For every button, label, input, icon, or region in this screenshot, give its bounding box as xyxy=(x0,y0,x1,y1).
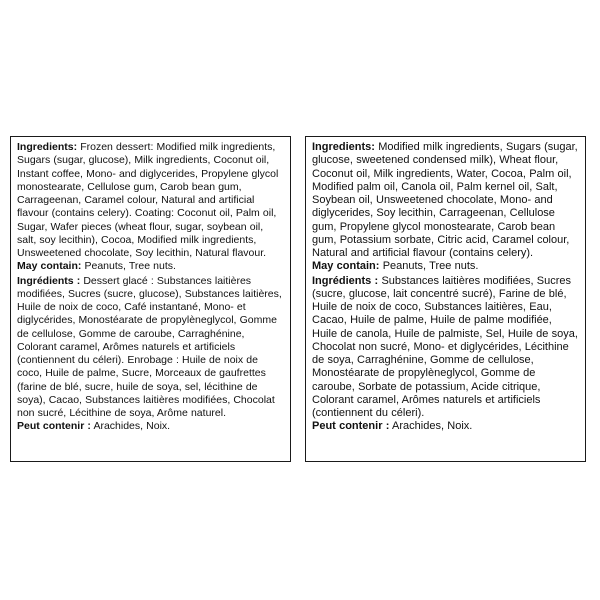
ingredients-fr-lead: Ingrédients : xyxy=(312,274,379,287)
ingredients-en-lead: Ingredients: xyxy=(312,141,375,153)
ingredients-fr-text: Substances laitières modifiées, Sucres (sucre, glucose, lait concentré sucré), Farine de blé, Huile de noix de coco, Substances laitières, Eau, Cacao, Huile de palme, Huile de palme modifiée, Huile de canola, Huile de palmiste, Sel, Huile de soya, Chocolat non sucré, Mono- et diglycérides, Lécithine de soya, Carraghénine, Gomme de cellulose, Monostéarate de propylèneglycol, Gomme de caroube, Sorbate de potassium, Acide citrique, Colorant caramel, Arômes naturels et artificiels (contiennent du céleri). xyxy=(312,274,578,419)
ingredients-fr-text: Dessert glacé : Substances laitières modifiées, Sucres (sucre, glucose), Substances laitières, Huile de noix de coco, Café instantané, Mono- et diglycérides, Monostéarate de propylèneglycol, Gomme de cellulose, Gomme de caroube, Carraghénine, Colorant caramel, Arômes naturels et artificiels (contiennent du céleri). Enrobage : Huile de noix de coco, Huile de palme, Sucre, Morceaux de gaufrettes (farine de blé, sucre, huile de soya, sel, lécithine de soya), Cacao, Substances laitières modifiées, Chocolat non sucré, Lécithine de soya, Arôme naturel. xyxy=(17,274,282,419)
may-contain-fr-paragraph xyxy=(312,420,579,433)
may-contain-en-paragraph xyxy=(312,260,579,273)
may-contain-en-text: Peanuts, Tree nuts. xyxy=(81,260,176,273)
may-contain-en-paragraph xyxy=(17,260,284,273)
ingredients-fr-paragraph xyxy=(17,275,284,421)
ingredients-en-lead: Ingredients: xyxy=(17,141,78,153)
ingredients-fr-lead: Ingrédients : xyxy=(17,274,81,287)
ingredients-en-paragraph xyxy=(17,141,284,260)
ingredients-en-text: Modified milk ingredients, Sugars (sugar, glucose, sweetened condensed milk), Wheat flour, Coconut oil, Milk ingredients, Water, Cocoa, Palm oil, Modified palm oil, Canola oil, Palm kernel oil, Salt, Soybean oil, Unsweetened chocolate, Mono- and diglycerides, Soy lecithin, Carrageenan, Cellulose gum, Propylene glycol monostearate, Carob bean gum, Potassium sorbate, Citric acid, Caramel colour, Natural and artificial flavour (contains celery). xyxy=(312,141,578,259)
may-contain-fr-paragraph xyxy=(17,420,284,433)
may-contain-en-text: Peanuts, Tree nuts. xyxy=(379,260,479,273)
may-contain-fr-lead: Peut contenir : xyxy=(17,420,91,433)
may-contain-en-lead: May contain: xyxy=(312,260,380,273)
ingredients-en-text: Frozen dessert: Modified milk ingredients, Sugars (sugar, glucose), Milk ingredients, Coconut oil, Instant coffee, Mono- and diglycerides, Propylene glycol monostearate, Cellulose gum, Carob bean gum, Carrageenan, Caramel colour, Natural and artificial flavour (contains celery). Coating: Coconut oil, Palm oil, Sugar, Wafer pieces (wheat flour, sugar, soybean oil, salt, soy lecithin), Cocoa, Modified milk ingredients, Unsweetened chocolate, Soy lecithin, Natural flavour. xyxy=(17,141,279,259)
may-contain-fr-lead: Peut contenir : xyxy=(312,420,390,433)
may-contain-en-lead: May contain: xyxy=(17,260,82,273)
ingredients-fr-paragraph xyxy=(312,275,579,421)
ingredient-label-left xyxy=(10,136,291,462)
may-contain-fr-text: Arachides, Noix. xyxy=(90,420,171,433)
ingredients-en-paragraph xyxy=(312,141,579,260)
ingredient-label-right xyxy=(305,136,586,462)
may-contain-fr-text: Arachides, Noix. xyxy=(389,420,473,433)
